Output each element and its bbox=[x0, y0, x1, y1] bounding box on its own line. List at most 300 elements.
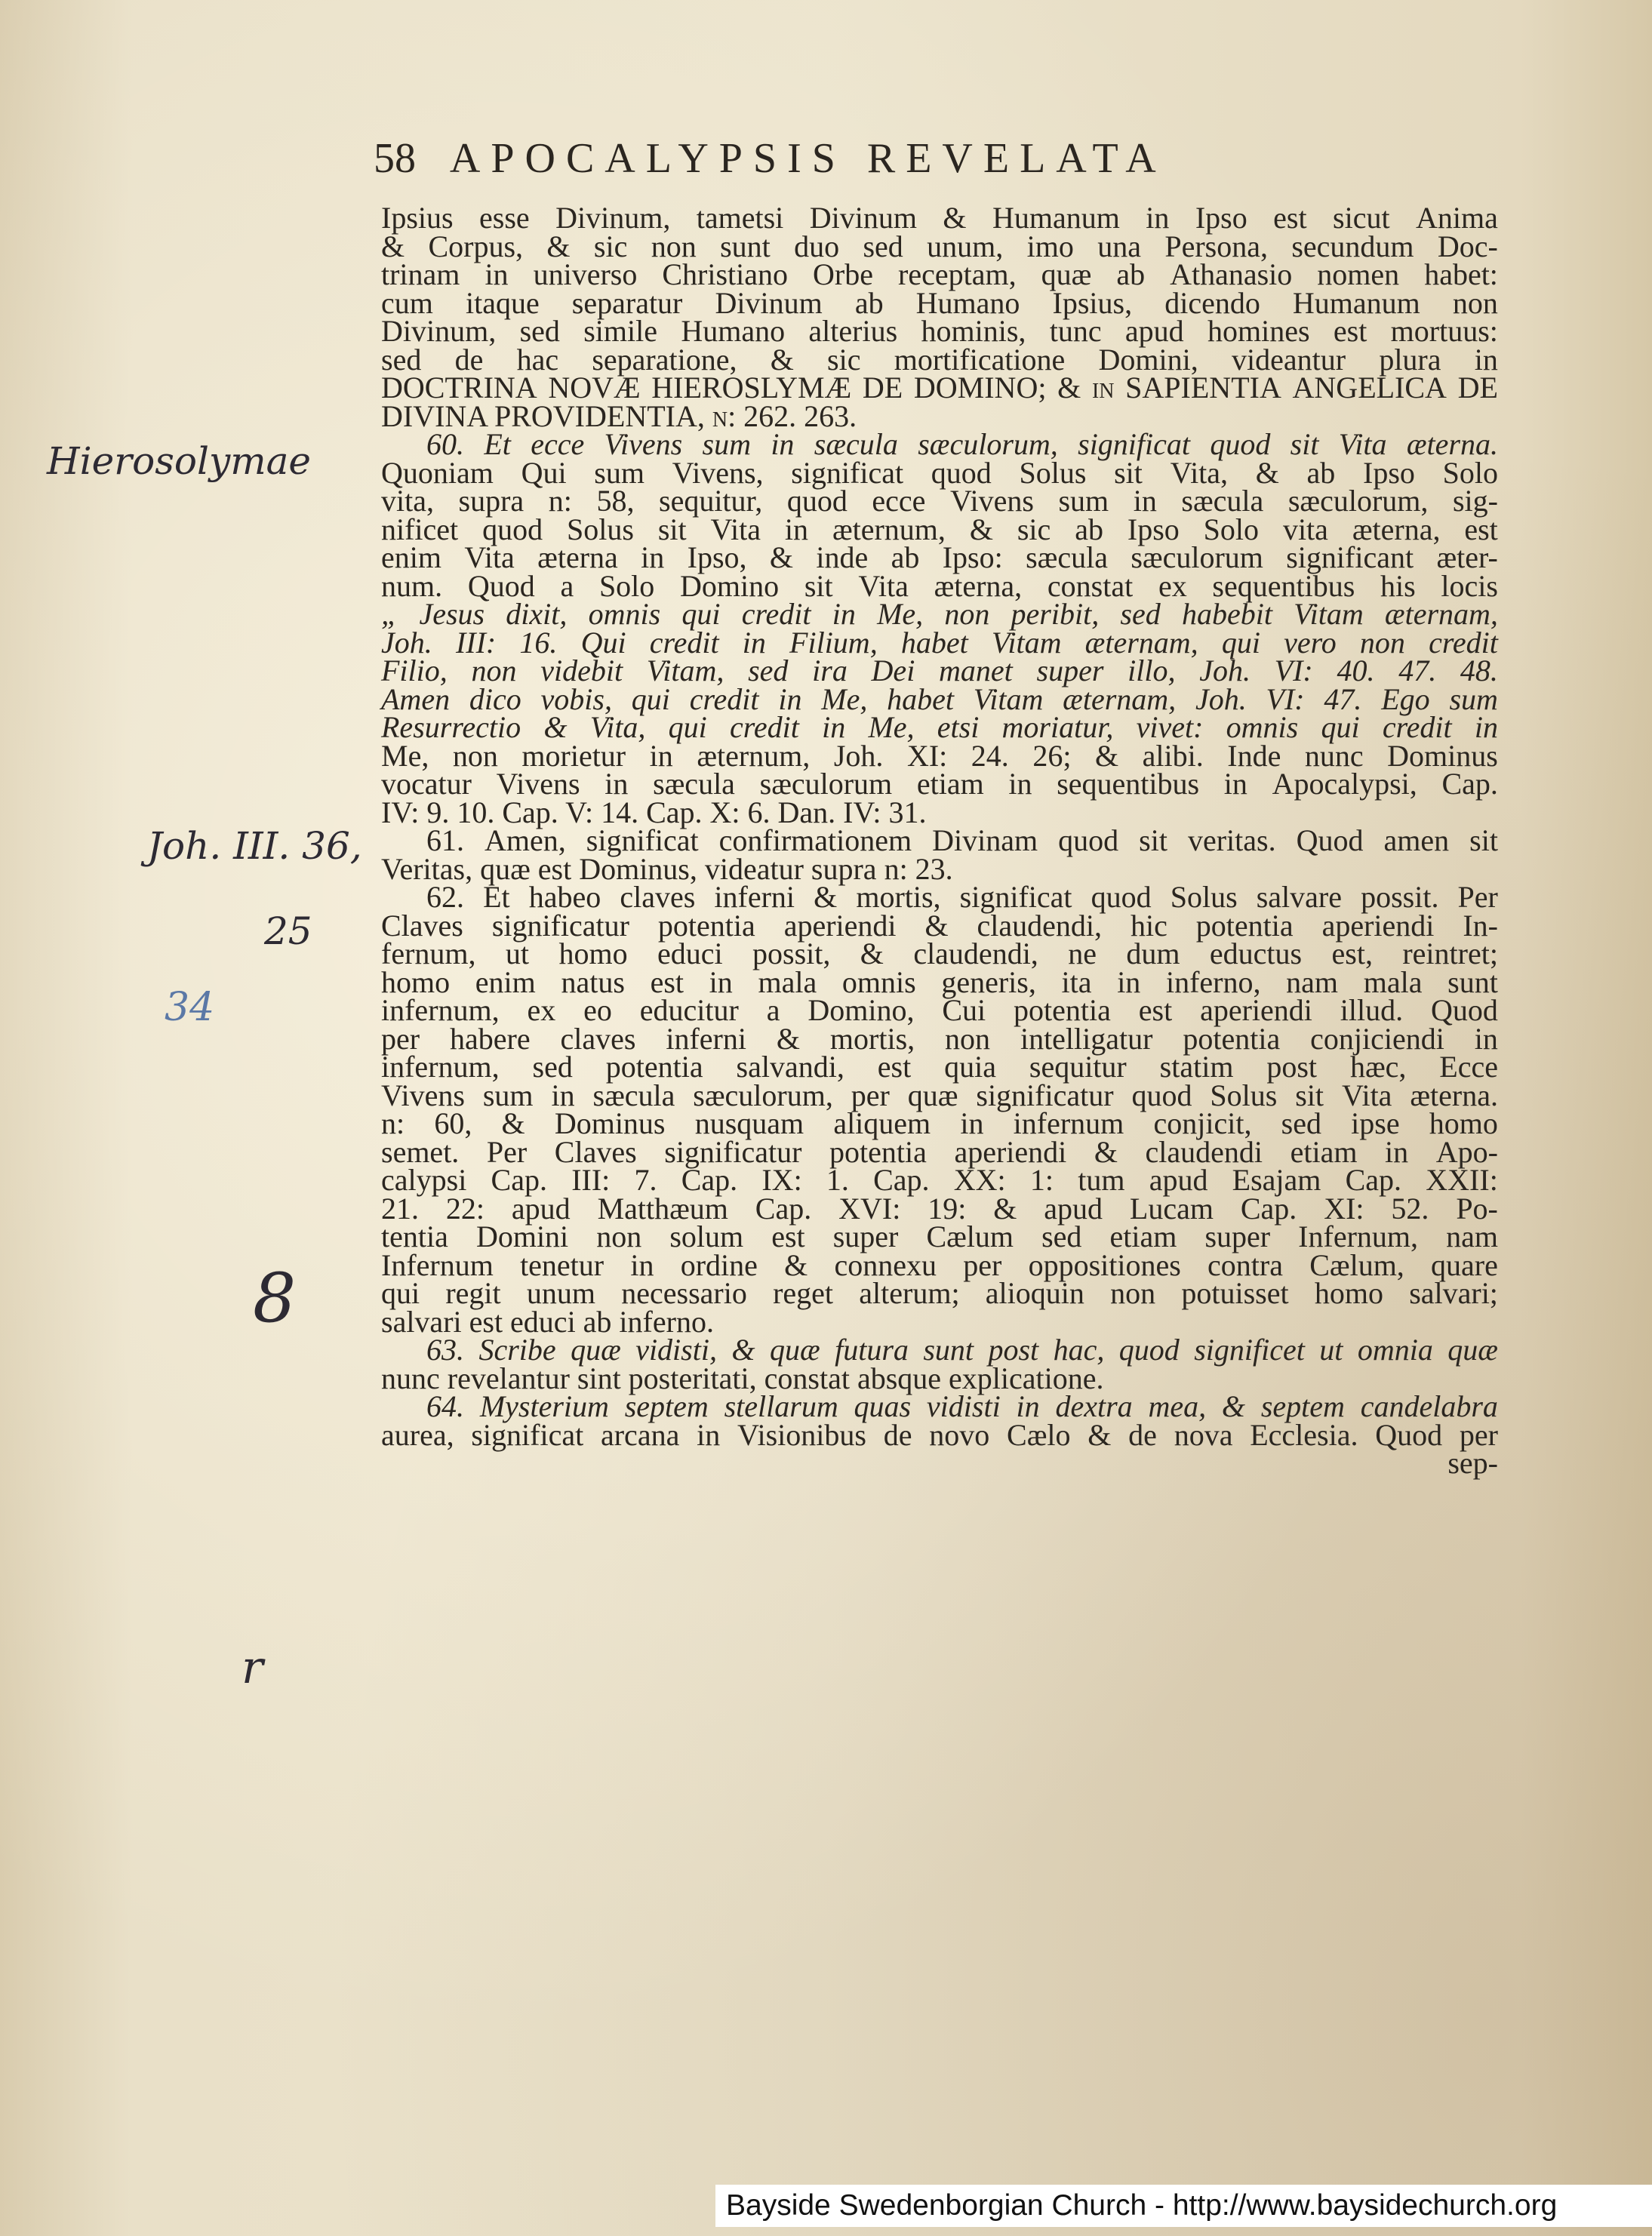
word: Joh. bbox=[833, 738, 884, 773]
word: infernum, bbox=[381, 993, 500, 1027]
word: Doc- bbox=[1437, 229, 1498, 263]
word: in bbox=[742, 625, 766, 660]
word: omnia bbox=[1357, 1333, 1433, 1367]
word: de bbox=[1128, 1417, 1157, 1452]
word: ita bbox=[1061, 964, 1092, 999]
text-line bbox=[381, 484, 1498, 518]
word: semet. bbox=[381, 1134, 460, 1169]
word: qui bbox=[681, 597, 721, 631]
word: sum bbox=[1058, 484, 1109, 518]
word: est bbox=[1464, 512, 1498, 546]
running-header bbox=[374, 134, 1430, 187]
word: & bbox=[546, 229, 571, 263]
word: super bbox=[1204, 1219, 1271, 1253]
word: sum bbox=[702, 427, 751, 461]
word: Quod bbox=[1430, 993, 1498, 1027]
text-line bbox=[381, 1219, 1498, 1253]
word: una bbox=[1097, 229, 1141, 263]
word: Athanasio bbox=[1170, 257, 1293, 291]
text-line bbox=[381, 1050, 1498, 1084]
word: & bbox=[769, 540, 794, 574]
word: sequitur, bbox=[659, 484, 763, 518]
word: etiam bbox=[1109, 1219, 1177, 1253]
word: vero bbox=[1284, 625, 1337, 660]
word: in bbox=[1133, 484, 1157, 518]
word: sum bbox=[594, 455, 644, 490]
word: sed bbox=[532, 1050, 573, 1084]
word: potuisset bbox=[1181, 1276, 1289, 1310]
word: quod bbox=[1058, 823, 1119, 857]
word: habet: bbox=[1424, 257, 1498, 291]
word: arcana bbox=[600, 1417, 680, 1452]
word: aurea, bbox=[381, 1417, 454, 1452]
page-number: 58 bbox=[374, 135, 416, 182]
word: constat bbox=[1047, 568, 1134, 603]
word: dixit, bbox=[506, 597, 568, 631]
word: DOMINO; bbox=[913, 371, 1047, 404]
word: est bbox=[771, 1219, 805, 1253]
word: homines bbox=[1207, 314, 1310, 348]
word: Divinum, bbox=[555, 201, 671, 235]
word: secundum bbox=[1291, 229, 1414, 263]
text-line: sep- bbox=[1447, 1446, 1498, 1480]
word: post bbox=[988, 1333, 1039, 1367]
text-line bbox=[381, 937, 1498, 970]
word: quæ bbox=[1041, 257, 1092, 291]
word: trinam bbox=[381, 257, 460, 291]
word: 22: bbox=[445, 1191, 485, 1226]
text-line bbox=[381, 1417, 1498, 1452]
word: est bbox=[1138, 993, 1173, 1027]
word: sæculorum, bbox=[918, 427, 1058, 461]
word: oppositiones bbox=[1028, 1247, 1181, 1282]
word: sit bbox=[1295, 1078, 1324, 1112]
word: regit bbox=[445, 1276, 501, 1310]
word: credit bbox=[689, 681, 759, 716]
word: sæculorum bbox=[759, 767, 893, 801]
word: cum bbox=[381, 285, 433, 320]
word: claudendi bbox=[1145, 1134, 1263, 1169]
word: illo, bbox=[1127, 654, 1176, 687]
word: Dominus bbox=[554, 1106, 666, 1140]
word: nova bbox=[1174, 1417, 1233, 1452]
text-line bbox=[381, 342, 1498, 377]
word: Vivens bbox=[949, 484, 1034, 518]
word: 1: bbox=[1029, 1163, 1054, 1197]
word: Dei bbox=[871, 654, 915, 687]
word: alterum; bbox=[859, 1276, 960, 1310]
word: videantur bbox=[1232, 342, 1346, 377]
word: aperiendi bbox=[1321, 908, 1435, 943]
word: omnis bbox=[1226, 710, 1299, 744]
word: sed bbox=[519, 314, 560, 348]
word: & bbox=[731, 1333, 755, 1367]
word: qui bbox=[381, 1276, 420, 1310]
word: Esajam bbox=[1232, 1163, 1321, 1197]
word: ab bbox=[891, 540, 920, 574]
word: æternum, bbox=[832, 512, 946, 546]
word: & bbox=[776, 1021, 800, 1056]
word: tum bbox=[1078, 1163, 1125, 1197]
text-line bbox=[381, 371, 1498, 404]
word: ut bbox=[505, 937, 530, 970]
word: reintret; bbox=[1402, 937, 1498, 970]
word: VI: bbox=[1266, 681, 1305, 716]
word: habeo bbox=[528, 880, 601, 914]
word: Cap. bbox=[681, 1163, 738, 1197]
word: æternam, bbox=[1384, 597, 1498, 631]
word: in bbox=[1223, 767, 1247, 801]
text-line bbox=[381, 908, 1498, 943]
word: sum bbox=[482, 1078, 534, 1112]
word: homo bbox=[381, 964, 451, 999]
word: Corpus, bbox=[428, 229, 524, 263]
text-line: IV: 9. 10. Cap. V: 14. Cap. X: 6. Dan. IV: 31. bbox=[381, 795, 927, 829]
text-line bbox=[381, 1191, 1498, 1226]
word: & bbox=[784, 1247, 808, 1282]
word: salvandi, bbox=[736, 1050, 844, 1084]
word: est bbox=[650, 964, 684, 999]
word: Divinum bbox=[809, 201, 917, 235]
word: sum bbox=[1449, 681, 1498, 716]
word: quod bbox=[1091, 880, 1152, 914]
text-line bbox=[381, 1163, 1498, 1197]
word: potentia bbox=[1195, 908, 1294, 943]
word: & bbox=[860, 937, 884, 970]
word: omnis bbox=[841, 964, 916, 999]
text-line bbox=[381, 201, 1498, 235]
word: Dominus bbox=[1387, 738, 1498, 773]
word: Me, bbox=[877, 597, 924, 631]
word: 48. bbox=[1460, 654, 1498, 687]
word: inferni bbox=[666, 1021, 746, 1056]
word: inde bbox=[816, 540, 869, 574]
word: Cui bbox=[942, 993, 986, 1027]
text-line bbox=[381, 654, 1498, 687]
word: in bbox=[709, 964, 733, 999]
word: per bbox=[1459, 1417, 1498, 1452]
word: imo bbox=[1026, 229, 1074, 263]
word: habebit bbox=[1181, 597, 1272, 631]
word: Ipsius, bbox=[1052, 285, 1133, 320]
word: sequentibus bbox=[1057, 767, 1200, 801]
word: educi bbox=[657, 937, 723, 970]
word: Cælum, bbox=[1309, 1247, 1404, 1282]
word: in bbox=[784, 512, 809, 546]
word: de bbox=[883, 1417, 912, 1452]
word: quare bbox=[1431, 1247, 1498, 1282]
word: Vivens bbox=[381, 1078, 465, 1112]
word: n: bbox=[548, 484, 572, 518]
word: Ego bbox=[1381, 681, 1430, 716]
word: a bbox=[766, 993, 780, 1027]
word: mea, bbox=[1148, 1389, 1207, 1423]
word: reget bbox=[773, 1276, 834, 1310]
word: Vitam bbox=[991, 625, 1062, 660]
word: sunt bbox=[1447, 964, 1498, 999]
word: separatione, bbox=[592, 342, 737, 377]
word: in bbox=[630, 1247, 654, 1282]
word: quod bbox=[482, 512, 543, 546]
word: conjicit, bbox=[1153, 1106, 1252, 1140]
word: & bbox=[1255, 455, 1279, 490]
word: in bbox=[697, 1417, 721, 1452]
word: nomen bbox=[1317, 257, 1400, 291]
word: statim bbox=[1159, 1050, 1234, 1084]
word: potentia bbox=[657, 908, 755, 943]
word: DE bbox=[862, 371, 903, 404]
word: 26; bbox=[1032, 738, 1072, 773]
word: quod bbox=[931, 455, 992, 490]
word: sic bbox=[827, 342, 861, 377]
word: æter- bbox=[1436, 540, 1498, 574]
word: mortificatione bbox=[894, 342, 1066, 377]
word: Matthæum bbox=[597, 1191, 728, 1226]
word: vocatur bbox=[381, 767, 472, 801]
word: ab bbox=[1075, 512, 1103, 546]
word: duo bbox=[794, 229, 840, 263]
word: Solo bbox=[598, 568, 655, 603]
source-credit: Bayside Swedenborgian Church - http://www.baysidechurch.org bbox=[715, 2185, 1652, 2227]
text-line bbox=[381, 710, 1498, 744]
word: per bbox=[851, 1078, 890, 1112]
page-title: APOCALYPSIS REVELATA bbox=[449, 135, 1167, 182]
text-line bbox=[381, 314, 1498, 348]
word: & bbox=[924, 908, 949, 943]
word: videbit bbox=[540, 654, 623, 687]
word: inferno, bbox=[1165, 964, 1261, 999]
word: quæ bbox=[769, 1333, 820, 1367]
word: Mysterium bbox=[479, 1389, 609, 1423]
word: vita bbox=[1282, 512, 1328, 546]
word: mala bbox=[758, 964, 817, 999]
word: in bbox=[1474, 342, 1498, 377]
word: fernum, bbox=[381, 937, 476, 970]
word: moriatur, bbox=[1001, 710, 1114, 744]
word: sit bbox=[1469, 823, 1498, 857]
word: Humano bbox=[915, 285, 1020, 320]
text-line bbox=[381, 1106, 1498, 1140]
word: XVI: bbox=[838, 1191, 901, 1226]
word: Ecce bbox=[1439, 1050, 1498, 1084]
word: quæ bbox=[571, 1333, 621, 1367]
word: NOVÆ bbox=[548, 371, 641, 404]
word: significat bbox=[586, 823, 699, 857]
word: sit bbox=[804, 568, 833, 603]
word: & bbox=[1094, 738, 1119, 773]
word: sæcula bbox=[653, 767, 735, 801]
word: esse bbox=[479, 201, 530, 235]
word: qui bbox=[1321, 710, 1360, 744]
text-line bbox=[381, 625, 1498, 660]
word: XI: bbox=[906, 738, 948, 773]
word: enim bbox=[475, 964, 536, 999]
word: Humano bbox=[681, 314, 786, 348]
word: post bbox=[1266, 1050, 1318, 1084]
word: non bbox=[1452, 285, 1498, 320]
word: 1. bbox=[826, 1163, 849, 1197]
word: Vita bbox=[710, 512, 761, 546]
word: 19: bbox=[928, 1191, 967, 1226]
word: 7. bbox=[634, 1163, 657, 1197]
word: super bbox=[832, 1219, 899, 1253]
word: Domino, bbox=[808, 993, 915, 1027]
word: septem bbox=[624, 1389, 709, 1423]
word: salvare bbox=[1256, 880, 1342, 914]
word: 58, bbox=[596, 484, 635, 518]
word: ordine bbox=[680, 1247, 758, 1282]
word: Amen bbox=[381, 681, 451, 716]
word: in bbox=[1091, 371, 1115, 404]
word: non bbox=[651, 229, 697, 263]
word: natus bbox=[561, 964, 625, 999]
word: & bbox=[814, 880, 838, 914]
word: III: bbox=[455, 625, 497, 660]
word: conjiciendi bbox=[1310, 1021, 1444, 1056]
word: Per bbox=[486, 1134, 528, 1169]
word: tentia bbox=[381, 1219, 448, 1253]
word: Quod bbox=[1296, 823, 1364, 857]
word: aperiendi bbox=[1200, 993, 1312, 1027]
word: unum bbox=[526, 1276, 596, 1310]
word: ira bbox=[812, 654, 848, 687]
text-line bbox=[381, 257, 1498, 291]
word: in bbox=[641, 540, 665, 574]
word: ex bbox=[1158, 568, 1187, 603]
word: hac, bbox=[1053, 1333, 1105, 1367]
text-line bbox=[381, 1247, 1498, 1282]
word: Qui bbox=[580, 625, 626, 660]
text-line bbox=[381, 597, 1498, 631]
word: Amen, bbox=[485, 823, 566, 857]
text-line bbox=[381, 568, 1498, 603]
word: Cælo bbox=[1007, 1417, 1071, 1452]
word: sequitur bbox=[1029, 1050, 1127, 1084]
word: in bbox=[960, 1106, 984, 1140]
word: Humanum bbox=[1292, 285, 1420, 320]
word: Resurrectio bbox=[381, 710, 521, 744]
word: sæcula bbox=[814, 427, 898, 461]
word: ecce bbox=[531, 427, 585, 461]
word: infernum, bbox=[381, 1050, 500, 1084]
word: aperiendi bbox=[783, 908, 897, 943]
word: in bbox=[1146, 201, 1170, 235]
text-line bbox=[381, 1276, 1498, 1310]
word: eo bbox=[583, 993, 612, 1027]
word: & bbox=[1221, 1389, 1246, 1423]
word: habere bbox=[449, 1021, 531, 1056]
word: quod bbox=[1118, 1333, 1180, 1367]
word: sicut bbox=[1333, 201, 1390, 235]
word: non bbox=[944, 597, 990, 631]
word: Cap. bbox=[1345, 1163, 1402, 1197]
word: a bbox=[560, 568, 574, 603]
word: æterna, bbox=[1352, 512, 1441, 546]
word: significat bbox=[959, 880, 1072, 914]
word: veritas. bbox=[1187, 823, 1276, 857]
word: Ipso bbox=[1195, 201, 1247, 235]
word: non bbox=[1359, 625, 1405, 660]
word: In- bbox=[1463, 908, 1498, 943]
word: n: bbox=[381, 1106, 405, 1140]
word: alioquin bbox=[985, 1276, 1084, 1310]
word: in bbox=[1474, 1021, 1498, 1056]
word: peribit, bbox=[1011, 597, 1100, 631]
text-line bbox=[381, 993, 1498, 1027]
word: Quod bbox=[467, 568, 535, 603]
word: potentia bbox=[829, 1134, 927, 1169]
word: non bbox=[471, 654, 517, 687]
word: generis, bbox=[941, 964, 1036, 999]
word: Divinam bbox=[932, 823, 1038, 857]
word: qui bbox=[1221, 625, 1260, 660]
word: æterna. bbox=[1410, 1078, 1498, 1112]
word: & bbox=[501, 1106, 525, 1140]
word: Orbe bbox=[813, 257, 874, 291]
word: universo bbox=[533, 257, 638, 291]
word: Cap. bbox=[1441, 767, 1498, 801]
word: morietur bbox=[521, 738, 626, 773]
word: vivet: bbox=[1136, 710, 1204, 744]
word: sæculorum, bbox=[693, 1078, 833, 1112]
word: omnis bbox=[588, 597, 661, 631]
word: amen bbox=[1383, 823, 1450, 857]
word: stellarum bbox=[724, 1389, 838, 1423]
word: IX: bbox=[761, 1163, 802, 1197]
word: aperiendi bbox=[954, 1134, 1067, 1169]
word: connexu bbox=[834, 1247, 937, 1282]
word: significat bbox=[471, 1417, 584, 1452]
word: in bbox=[832, 597, 856, 631]
word: credit bbox=[1382, 710, 1452, 744]
word: 16. bbox=[519, 625, 558, 660]
body-text bbox=[381, 201, 1498, 1480]
word: æternum, bbox=[697, 738, 811, 773]
word: sunt bbox=[720, 229, 771, 263]
word: significat bbox=[791, 455, 904, 490]
word: tametsi bbox=[696, 201, 784, 235]
word: non bbox=[596, 1219, 642, 1253]
word: itaque bbox=[465, 285, 540, 320]
word: 47. bbox=[1324, 681, 1362, 716]
word: num. bbox=[381, 568, 443, 603]
word: Domini bbox=[475, 1219, 569, 1253]
word: Vita bbox=[1338, 427, 1387, 461]
word: DE bbox=[1457, 371, 1498, 404]
word: Infernum, bbox=[1298, 1219, 1418, 1253]
word: Cap. bbox=[491, 1163, 547, 1197]
word: confirmationem bbox=[718, 823, 912, 857]
word: significet bbox=[1194, 1333, 1305, 1367]
word: non bbox=[1110, 1276, 1156, 1310]
word: inferni bbox=[714, 880, 795, 914]
word: Scribe bbox=[478, 1333, 556, 1367]
word: Vita bbox=[464, 540, 515, 574]
word: hic bbox=[1130, 908, 1167, 943]
word: Anima bbox=[1416, 201, 1498, 235]
word: non bbox=[945, 1021, 991, 1056]
word: Vivens bbox=[496, 767, 580, 801]
text-line bbox=[381, 964, 1498, 999]
word: 63. bbox=[426, 1333, 464, 1367]
word: vita, bbox=[381, 484, 434, 518]
word: Joh. bbox=[1195, 681, 1247, 716]
word: tenetur bbox=[520, 1247, 605, 1282]
word: locis bbox=[1441, 568, 1498, 603]
word: HIEROSLYMÆ bbox=[651, 371, 852, 404]
word: sit bbox=[1290, 427, 1319, 461]
word: alibi. bbox=[1142, 738, 1204, 773]
